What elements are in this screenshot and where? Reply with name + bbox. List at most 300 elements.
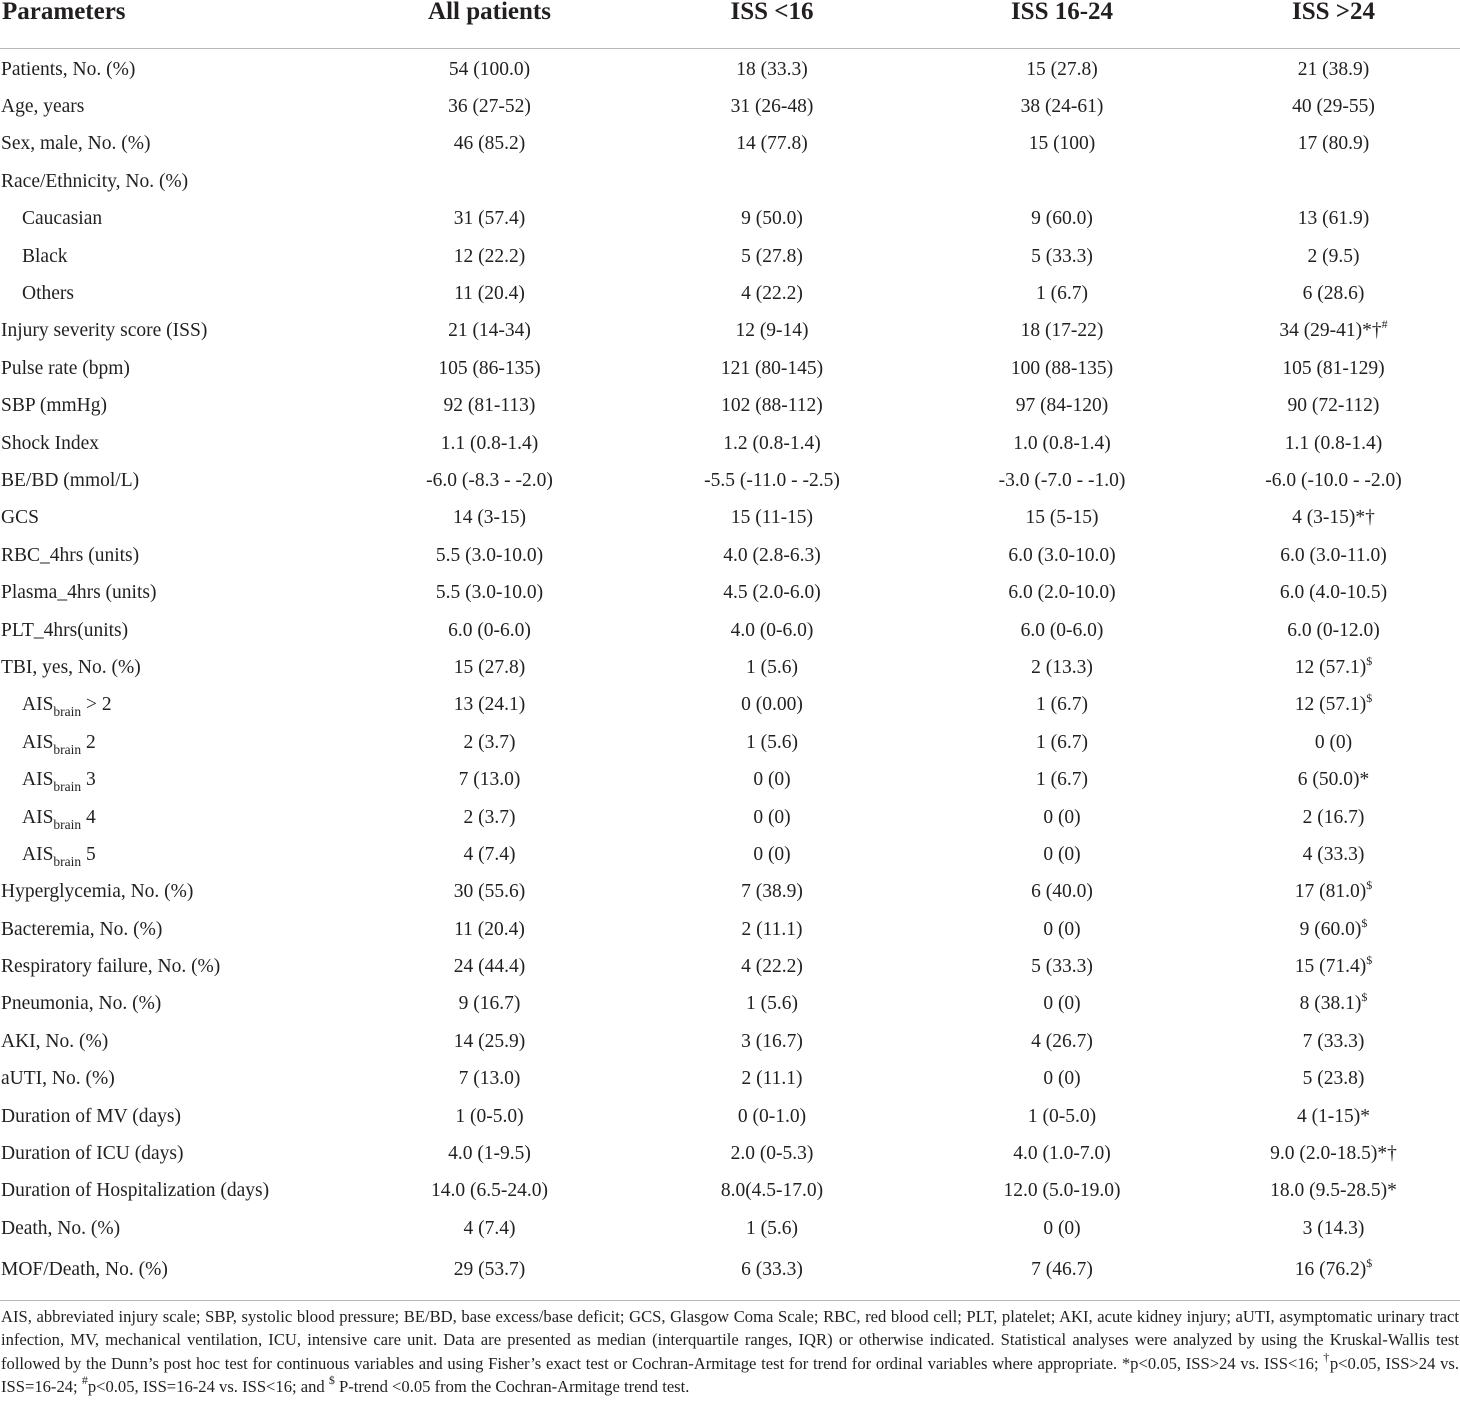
cell-value: 4 (22.2) xyxy=(741,283,803,305)
cell-value: 97 (84-120) xyxy=(1015,395,1109,417)
cell-value: 3 (16.7) xyxy=(741,1030,803,1052)
cell-value: 1.0 (0.8-1.4) xyxy=(1013,432,1111,454)
cell-value: -6.0 (-8.3 - -2.0) xyxy=(426,469,553,491)
cell-value: 18 (17-22) xyxy=(1020,320,1104,342)
row-label-text: Race/Ethnicity, No. (%) xyxy=(1,170,189,192)
cell-value: 1 (5.6) xyxy=(746,656,798,678)
cell-value: 6.0 (2.0-10.0) xyxy=(1008,582,1116,604)
table-row xyxy=(0,986,1460,1023)
cell-value: 0 (0) xyxy=(1314,731,1353,753)
row-label-suffix: 5 xyxy=(81,843,96,865)
row-label-text: Shock Index xyxy=(1,432,100,454)
cell-value: 21 (14-34) xyxy=(448,320,531,342)
row-label xyxy=(0,49,352,89)
cell-value: 2 (9.5) xyxy=(1307,245,1360,267)
cell-value: 4.0 (1-9.5) xyxy=(448,1143,531,1165)
cell-value: 13 (61.9) xyxy=(1297,208,1370,230)
cell-iss-16-24 xyxy=(917,201,1207,238)
cell-iss-gt-24 xyxy=(1207,724,1460,761)
cell-iss-gt-24 xyxy=(1207,1210,1460,1247)
table-row xyxy=(0,238,1460,275)
cell-all-patients xyxy=(352,836,627,873)
table-row xyxy=(0,649,1460,686)
footnote-dollar-mark: $ xyxy=(328,1373,335,1387)
cell-value: 31 (26-48) xyxy=(730,96,814,118)
cell-value: 31 (57.4) xyxy=(453,208,526,230)
row-label-suffix: 4 xyxy=(81,806,96,828)
table-row xyxy=(0,874,1460,911)
cell-value: 14 (25.9) xyxy=(453,1030,526,1052)
cell-value: 1 (5.6) xyxy=(746,993,798,1015)
row-label xyxy=(0,724,352,761)
cell-iss-16-24 xyxy=(917,275,1207,312)
table-row xyxy=(0,799,1460,836)
header-all-patients: All patients xyxy=(352,0,627,49)
cell-value: 9 (60.0) xyxy=(1031,208,1093,230)
footnote-dagger-mark: † xyxy=(1323,1349,1330,1364)
significance-mark: $ xyxy=(1366,653,1373,668)
cell-iss-lt-16 xyxy=(627,1098,917,1135)
cell-iss-16-24 xyxy=(917,350,1207,387)
table-row xyxy=(0,1210,1460,1247)
cell-value: 29 (53.7) xyxy=(453,1258,526,1280)
significance-mark: $ xyxy=(1361,915,1368,930)
table-row xyxy=(0,574,1460,611)
table-row xyxy=(0,761,1460,798)
cell-value: 12 (57.1) xyxy=(1294,656,1367,678)
cell-iss-16-24 xyxy=(917,500,1207,537)
cell-all-patients xyxy=(352,724,627,761)
cell-iss-lt-16 xyxy=(627,1173,917,1210)
row-label-text: TBI, yes, No. (%) xyxy=(1,656,141,678)
cell-value: 8.0(4.5-17.0) xyxy=(720,1180,824,1202)
table-body xyxy=(0,49,1460,1300)
row-label-text: Death, No. (%) xyxy=(1,1217,121,1239)
row-label xyxy=(0,574,352,611)
cell-iss-16-24 xyxy=(917,425,1207,462)
cell-iss-lt-16 xyxy=(627,275,917,312)
row-label-text: AIS xyxy=(22,769,54,791)
cell-iss-gt-24 xyxy=(1207,275,1460,312)
cell-value: 9 (50.0) xyxy=(741,208,803,230)
row-label-text: Duration of ICU (days) xyxy=(1,1143,184,1165)
significance-mark: $ xyxy=(1366,878,1373,893)
cell-iss-gt-24 xyxy=(1207,163,1460,200)
row-label-subscript: brain xyxy=(53,779,82,795)
cell-iss-gt-24 xyxy=(1207,88,1460,125)
cell-value: 15 (5-15) xyxy=(1025,507,1099,529)
row-label xyxy=(0,238,352,275)
cell-iss-16-24 xyxy=(917,799,1207,836)
table-row xyxy=(0,201,1460,238)
cell-iss-16-24 xyxy=(917,537,1207,574)
cell-value: 6.0 (0-6.0) xyxy=(1020,619,1104,641)
cell-iss-gt-24 xyxy=(1207,1173,1460,1210)
cell-value: 13 (24.1) xyxy=(453,694,526,716)
cell-value: 36 (27-52) xyxy=(448,96,531,118)
cell-all-patients xyxy=(352,1135,627,1172)
cell-all-patients xyxy=(352,1248,627,1300)
cell-value: 7 (33.3) xyxy=(1302,1030,1365,1052)
cell-iss-lt-16 xyxy=(627,948,917,985)
cell-all-patients xyxy=(352,163,627,200)
cell-value: 14.0 (6.5-24.0) xyxy=(431,1180,548,1202)
cell-iss-lt-16 xyxy=(627,88,917,125)
cell-iss-gt-24 xyxy=(1207,612,1460,649)
cell-iss-lt-16 xyxy=(627,500,917,537)
cell-iss-16-24 xyxy=(917,986,1207,1023)
cell-all-patients xyxy=(352,948,627,985)
row-label xyxy=(0,1098,352,1135)
cell-iss-lt-16 xyxy=(627,425,917,462)
cell-iss-lt-16 xyxy=(627,163,917,200)
row-label xyxy=(0,1210,352,1247)
cell-value: 40 (29-55) xyxy=(1292,96,1375,118)
cell-iss-gt-24 xyxy=(1207,537,1460,574)
table-row xyxy=(0,388,1460,425)
cell-all-patients xyxy=(352,88,627,125)
table-row xyxy=(0,350,1460,387)
row-label-subscript: brain xyxy=(53,853,82,869)
cell-value: 0 (0.00) xyxy=(741,694,803,716)
row-label-text: Others xyxy=(22,283,74,305)
cell-value: 0 (0) xyxy=(753,769,791,791)
row-label-text: AIS xyxy=(22,843,54,865)
row-label xyxy=(0,612,352,649)
cell-all-patients xyxy=(352,986,627,1023)
cell-value: 4 (26.7) xyxy=(1031,1030,1093,1052)
cell-iss-16-24 xyxy=(917,1210,1207,1247)
row-label-text: GCS xyxy=(1,507,39,529)
cell-iss-16-24 xyxy=(917,1135,1207,1172)
significance-mark: $ xyxy=(1366,691,1373,706)
row-label xyxy=(0,799,352,836)
cell-value: 9 (60.0) xyxy=(1299,918,1362,940)
row-label xyxy=(0,163,352,200)
cell-value: 5.5 (3.0-10.0) xyxy=(435,544,544,566)
cell-value: 9.0 (2.0-18.5)*† xyxy=(1270,1143,1397,1165)
cell-value: 6 (33.3) xyxy=(741,1258,803,1280)
cell-value: 14 (77.8) xyxy=(736,133,808,155)
cell-all-patients xyxy=(352,350,627,387)
row-label-text: AIS xyxy=(22,694,54,716)
cell-all-patients xyxy=(352,462,627,499)
cell-value: 105 (86-135) xyxy=(438,357,541,379)
row-label-text: Respiratory failure, No. (%) xyxy=(1,956,221,978)
cell-value: 4.5 (2.0-6.0) xyxy=(723,582,821,604)
cell-iss-16-24 xyxy=(917,49,1207,89)
cell-iss-gt-24 xyxy=(1207,49,1460,89)
cell-iss-16-24 xyxy=(917,1173,1207,1210)
cell-iss-lt-16 xyxy=(627,911,917,948)
cell-value: 6.0 (4.0-10.5) xyxy=(1279,582,1388,604)
cell-iss-16-24 xyxy=(917,724,1207,761)
table-row xyxy=(0,1248,1460,1300)
row-label-text: Pneumonia, No. (%) xyxy=(1,993,162,1015)
cell-value: 90 (72-112) xyxy=(1287,395,1380,417)
cell-value: 1 (5.6) xyxy=(746,1217,798,1239)
cell-all-patients xyxy=(352,799,627,836)
cell-all-patients xyxy=(352,126,627,163)
cell-value: 2 (16.7) xyxy=(1302,806,1365,828)
cell-value: 15 (100) xyxy=(1028,133,1096,155)
header-iss-lt-16: ISS <16 xyxy=(627,0,917,49)
cell-iss-lt-16 xyxy=(627,238,917,275)
footnote-text-1: AIS, abbreviated injury scale; SBP, systolic blood pressure; BE/BD, base excess/base deficit; GCS, Glasgow Coma Scale; RBC, red blood cell; PLT, platelet; AKI, acute kidney injury; aUTI, asymptomatic urinary tract infection, MV, mechanical ventilation, ICU, intensive care unit. Data are presented as median (interquartile ranges, IQR) or otherwise indicated. Statistical analyses were analyzed by using the Kruskal-Wallis test followed by the Dunn’s post hoc test for continuous variables and using Fisher’s exact test or Cochran-Armitage test for trend for ordinal variables where appropriate. *p<0.05, ISS>24 vs. ISS<16; xyxy=(1,1306,1459,1373)
cell-iss-16-24 xyxy=(917,911,1207,948)
cell-iss-gt-24 xyxy=(1207,574,1460,611)
table-row xyxy=(0,425,1460,462)
row-label xyxy=(0,911,352,948)
cell-all-patients xyxy=(352,1023,627,1060)
cell-iss-16-24 xyxy=(917,612,1207,649)
cell-iss-lt-16 xyxy=(627,799,917,836)
cell-value: 11 (20.4) xyxy=(454,918,525,940)
table-row xyxy=(0,49,1460,89)
cell-value: 7 (46.7) xyxy=(1031,1258,1093,1280)
cell-iss-gt-24 xyxy=(1207,799,1460,836)
row-label-text: AIS xyxy=(22,806,54,828)
cell-iss-16-24 xyxy=(917,1061,1207,1098)
cell-all-patients xyxy=(352,612,627,649)
cell-value: 16 (76.2) xyxy=(1294,1258,1367,1280)
cell-value: 4.0 (0-6.0) xyxy=(730,619,814,641)
cell-value: 15 (27.8) xyxy=(1026,58,1098,80)
row-label xyxy=(0,275,352,312)
cell-value: 4.0 (1.0-7.0) xyxy=(1013,1143,1111,1165)
cell-iss-16-24 xyxy=(917,574,1207,611)
cell-value: 0 (0) xyxy=(1043,918,1081,940)
cell-all-patients xyxy=(352,1173,627,1210)
table-row xyxy=(0,1098,1460,1135)
cell-iss-16-24 xyxy=(917,1098,1207,1135)
cell-iss-gt-24 xyxy=(1207,649,1460,686)
row-label-text: Bacteremia, No. (%) xyxy=(1,918,163,940)
cell-iss-lt-16 xyxy=(627,649,917,686)
cell-value: 2.0 (0-5.3) xyxy=(730,1143,814,1165)
row-label-text: PLT_4hrs(units) xyxy=(1,619,129,641)
cell-value: 1 (6.7) xyxy=(1036,769,1088,791)
cell-value: 6.0 (3.0-10.0) xyxy=(1008,544,1116,566)
cell-all-patients xyxy=(352,537,627,574)
cell-value: 1 (0-5.0) xyxy=(1027,1105,1097,1127)
cell-all-patients xyxy=(352,874,627,911)
table-row xyxy=(0,313,1460,350)
row-label xyxy=(0,537,352,574)
cell-all-patients xyxy=(352,1210,627,1247)
table-row xyxy=(0,687,1460,724)
cell-value: 46 (85.2) xyxy=(453,133,526,155)
cell-value: 11 (20.4) xyxy=(454,283,525,305)
table-row xyxy=(0,948,1460,985)
row-label-text: aUTI, No. (%) xyxy=(1,1068,115,1090)
cell-all-patients xyxy=(352,911,627,948)
row-label-text: AKI, No. (%) xyxy=(1,1030,109,1052)
cell-iss-gt-24 xyxy=(1207,388,1460,425)
cell-iss-16-24 xyxy=(917,687,1207,724)
significance-mark: $ xyxy=(1366,953,1373,968)
header-iss-16-24: ISS 16-24 xyxy=(917,0,1207,49)
cell-value: 6.0 (3.0-11.0) xyxy=(1280,544,1387,566)
table-row xyxy=(0,911,1460,948)
cell-iss-gt-24 xyxy=(1207,1248,1460,1300)
table-row xyxy=(0,537,1460,574)
cell-value: 6 (28.6) xyxy=(1302,283,1365,305)
cell-value: 1 (5.6) xyxy=(746,731,798,753)
row-label-subscript: brain xyxy=(53,704,82,720)
cell-iss-gt-24 xyxy=(1207,500,1460,537)
cell-value: 12 (9-14) xyxy=(735,320,809,342)
cell-value: 5 (23.8) xyxy=(1302,1068,1365,1090)
cell-value: 5 (27.8) xyxy=(741,245,803,267)
row-label-text: Age, years xyxy=(1,96,85,118)
cell-value: 0 (0) xyxy=(1043,806,1081,828)
cell-iss-16-24 xyxy=(917,126,1207,163)
row-label-text: Hyperglycemia, No. (%) xyxy=(1,881,194,903)
row-label xyxy=(0,948,352,985)
cell-iss-16-24 xyxy=(917,313,1207,350)
cell-value: -5.5 (-11.0 - -2.5) xyxy=(704,469,840,491)
cell-value: 24 (44.4) xyxy=(453,956,526,978)
row-label xyxy=(0,1248,352,1300)
cell-all-patients xyxy=(352,761,627,798)
cell-iss-gt-24 xyxy=(1207,836,1460,873)
row-label-text: Black xyxy=(22,245,68,267)
cell-value: 1 (0-5.0) xyxy=(455,1105,524,1127)
cell-all-patients xyxy=(352,313,627,350)
cell-value: 5 (33.3) xyxy=(1031,245,1093,267)
footnote-text-4: P-trend <0.05 from the Cochran-Armitage trend test. xyxy=(334,1377,690,1396)
cell-all-patients xyxy=(352,238,627,275)
table-row xyxy=(0,126,1460,163)
cell-iss-gt-24 xyxy=(1207,1061,1460,1098)
cell-iss-16-24 xyxy=(917,874,1207,911)
cell-all-patients xyxy=(352,574,627,611)
cell-iss-lt-16 xyxy=(627,687,917,724)
row-label-text: Duration of Hospitalization (days) xyxy=(1,1180,270,1202)
row-label xyxy=(0,350,352,387)
cell-value: 2 (3.7) xyxy=(463,731,516,753)
table-row xyxy=(0,1135,1460,1172)
row-label-text: Patients, No. (%) xyxy=(1,58,136,80)
cell-value: 0 (0) xyxy=(1043,1217,1081,1239)
cell-iss-16-24 xyxy=(917,761,1207,798)
cell-value: 1 (6.7) xyxy=(1036,731,1088,753)
cell-value: 2 (11.1) xyxy=(741,1068,803,1090)
table-row xyxy=(0,1023,1460,1060)
cell-iss-lt-16 xyxy=(627,836,917,873)
row-label xyxy=(0,313,352,350)
cell-iss-gt-24 xyxy=(1207,313,1460,350)
cell-iss-lt-16 xyxy=(627,574,917,611)
row-label-text: AIS xyxy=(22,731,54,753)
cell-value: 2 (13.3) xyxy=(1031,656,1093,678)
cell-iss-lt-16 xyxy=(627,612,917,649)
cell-value: 4 (33.3) xyxy=(1302,843,1365,865)
row-label-text: RBC_4hrs (units) xyxy=(1,544,140,566)
header-iss-gt-24: ISS >24 xyxy=(1207,0,1460,49)
row-label xyxy=(0,1023,352,1060)
cell-value: 38 (24-61) xyxy=(1020,96,1104,118)
row-label-text: Injury severity score (ISS) xyxy=(1,320,208,342)
cell-iss-lt-16 xyxy=(627,1210,917,1247)
footnote-text-2: p<0.05, ISS>24 vs. ISS=16-24; xyxy=(1,1353,1459,1396)
cell-iss-gt-24 xyxy=(1207,126,1460,163)
table-row xyxy=(0,1061,1460,1098)
row-label xyxy=(0,687,352,724)
row-label-suffix: 3 xyxy=(81,769,96,791)
cell-value: 5 (33.3) xyxy=(1031,956,1093,978)
cell-value: 9 (16.7) xyxy=(458,993,521,1015)
cell-value: 0 (0) xyxy=(1043,843,1081,865)
cell-value: 18 (33.3) xyxy=(736,58,808,80)
row-label xyxy=(0,500,352,537)
footnote-text-3: p<0.05, ISS=16-24 vs. ISS<16; and xyxy=(87,1377,329,1396)
table-row xyxy=(0,163,1460,200)
cell-value: 4 (22.2) xyxy=(741,956,803,978)
row-label-text: MOF/Death, No. (%) xyxy=(1,1258,168,1280)
cell-value: 0 (0) xyxy=(1043,993,1081,1015)
cell-all-patients xyxy=(352,500,627,537)
cell-iss-lt-16 xyxy=(627,1135,917,1172)
cell-value: 34 (29-41)*† xyxy=(1279,320,1382,342)
cell-iss-gt-24 xyxy=(1207,350,1460,387)
cell-value: 7 (13.0) xyxy=(458,1068,521,1090)
cell-value: 15 (27.8) xyxy=(453,656,526,678)
cell-all-patients xyxy=(352,388,627,425)
row-label xyxy=(0,1135,352,1172)
row-label xyxy=(0,1173,352,1210)
table-row xyxy=(0,462,1460,499)
row-label-text: Duration of MV (days) xyxy=(1,1105,181,1127)
cell-value: 12 (22.2) xyxy=(453,245,526,267)
row-label xyxy=(0,986,352,1023)
row-label-text: SBP (mmHg) xyxy=(1,395,108,417)
cell-iss-lt-16 xyxy=(627,126,917,163)
row-label-suffix: 2 xyxy=(81,731,96,753)
cell-value: 17 (80.9) xyxy=(1297,133,1370,155)
cell-value: 7 (38.9) xyxy=(741,881,803,903)
row-label xyxy=(0,201,352,238)
significance-mark: $ xyxy=(1361,990,1368,1005)
cell-iss-gt-24 xyxy=(1207,948,1460,985)
cell-value: 6.0 (0-6.0) xyxy=(448,619,531,641)
cell-iss-lt-16 xyxy=(627,1248,917,1300)
cell-iss-16-24 xyxy=(917,948,1207,985)
cell-iss-16-24 xyxy=(917,238,1207,275)
row-label xyxy=(0,836,352,873)
cell-value: 1 (6.7) xyxy=(1036,694,1088,716)
row-label xyxy=(0,1061,352,1098)
cell-iss-lt-16 xyxy=(627,201,917,238)
cell-iss-gt-24 xyxy=(1207,1098,1460,1135)
table-row xyxy=(0,88,1460,125)
cell-value: 30 (55.6) xyxy=(453,881,526,903)
cell-iss-16-24 xyxy=(917,462,1207,499)
cell-value: 6 (50.0)* xyxy=(1297,769,1370,791)
cell-iss-gt-24 xyxy=(1207,425,1460,462)
cell-value: 4 (3-15)*† xyxy=(1292,507,1375,529)
cell-value: 8 (38.1) xyxy=(1299,993,1362,1015)
cell-value: 1 (6.7) xyxy=(1036,283,1088,305)
cell-all-patients xyxy=(352,425,627,462)
cell-iss-lt-16 xyxy=(627,1061,917,1098)
cell-all-patients xyxy=(352,1098,627,1135)
cell-value: 92 (81-113) xyxy=(443,395,536,417)
cell-iss-lt-16 xyxy=(627,350,917,387)
row-label xyxy=(0,388,352,425)
cell-iss-gt-24 xyxy=(1207,986,1460,1023)
